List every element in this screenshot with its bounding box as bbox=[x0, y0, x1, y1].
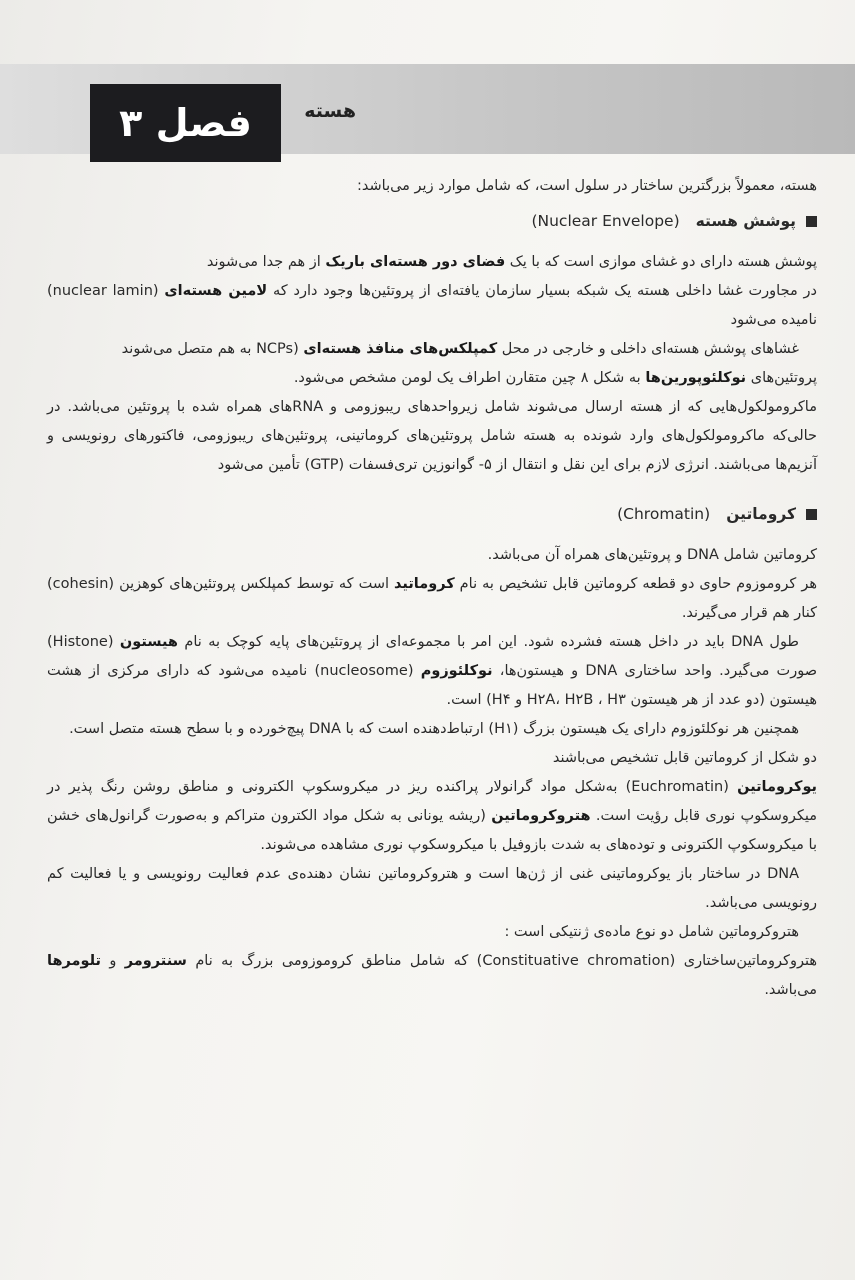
bold-term: تلومرها bbox=[47, 953, 101, 969]
bold-term: سنترومر bbox=[124, 953, 187, 969]
bullet-square-icon bbox=[806, 216, 817, 227]
heading-en: (Chromatin) bbox=[617, 505, 711, 523]
bold-term: هتروکروماتین bbox=[491, 808, 591, 824]
chromatin-paragraph-4: همچنین هر نوکلئوزوم دارای یک هیستون بزرگ (H۱) ارتباط‌دهنده است که با DNA پیچ‌خورده و با سطح هسته متصل است. bbox=[69, 721, 799, 737]
heading-text: کروماتین bbox=[726, 505, 796, 523]
envelope-paragraph-1: پوشش هسته دارای دو غشای موازی است که با یک فضای دور هسته‌ای باریک از هم جدا می‌شوند bbox=[206, 254, 817, 270]
bold-term: نوکلئوپورین‌ها bbox=[645, 370, 747, 386]
chromatin-paragraph-7: DNA در ساختار باز یوکروماتینی غنی از ژن‌ها است و هتروکروماتین نشان دهنده‌ی عدم فعالیت رونویسی و یا فعالیت کم رونویسی می‌باشد. bbox=[47, 866, 817, 911]
chromatin-paragraph-3: طول DNA باید در داخل هسته فشرده شود. این امر با مجموعه‌ای از پروتئین‌های پایه کوچک به نام هیستون (Histone) صورت می‌گیرد. واحد ساختاری DNA و هیستون‌ها، نوکلئوزوم (nucleosome) نامیده می‌شود که دارای مرکزی از هشت هیستون (دو عدد از هر هیستون H۲A، H۲B ، H۳ و H۴) است. bbox=[47, 634, 818, 708]
bold-term: هیستون bbox=[119, 634, 178, 650]
chromatin-paragraph-6: یوکروماتین (Euchromatin) به‌شکل مواد گرانولار پراکنده ریز در میکروسکوپ الکترونی و مناطق روشن رنگ پذیر در میکروسکوپ نوری قابل رؤیت است. هتروکروماتین (ریشه یونانی به شکل مواد الکترون متراکم و به‌صورت گرانول‌های خشن با میکروسکوپ الکترونی و توده‌های به شدت بازوفیل با میکروسکوپ نوری مشاهده می‌شوند. bbox=[47, 779, 818, 853]
bold-term: کمپلکس‌های منافذ هسته‌ای bbox=[303, 341, 498, 357]
chromatin-paragraph-2: هر کروموزوم حاوی دو قطعه کروماتین قابل تشخیص به نام کروماتید است که توسط کمپلکس پروتئین‌های کوهزین (cohesin) کنار هم قرار می‌گیرند. bbox=[47, 576, 817, 621]
bold-term: نوکلئوزوم bbox=[420, 663, 493, 679]
chromatin-paragraph-9: هتروکروماتین‌ساختاری (Constituative chromation) که شامل مناطق کروموزومی بزرگ به نام سنترومر و تلومرها می‌باشد. bbox=[47, 953, 817, 998]
bold-term: فضای دور هسته‌ای باریک bbox=[325, 254, 506, 270]
envelope-paragraph-2: در مجاورت غشا داخلی هسته یک شبکه بسیار سازمان یافته‌ای از پروتئین‌ها وجود دارد که لامین هسته‌ای (nuclear lamin) نامیده می‌شود bbox=[47, 283, 817, 328]
heading-en: (Nuclear Envelope) bbox=[531, 212, 680, 230]
heading-nuclear-envelope bbox=[47, 207, 817, 236]
chromatin-paragraph-5: دو شکل از کروماتین قابل تشخیص می‌باشند bbox=[552, 750, 817, 766]
envelope-paragraph-5: ماکرومولکول‌هایی که از هسته ارسال می‌شوند شامل زیرواحدهای ریبوزومی و RNAهای همراه شده با پروتئین می‌باشد. در حالی‌که ماکرومولکول‌های وارد شونده به هسته شامل پروتئین‌های کروماتینی، پروتئین‌های ریبوزومی، فاکتورهای رونویسی و آنزیم‌ها می‌باشند. انرژی لازم برای این نقل و انتقال از ۵- گوانوزین تری‌فسفات (GTP) تأمین می‌شود bbox=[47, 399, 817, 473]
section-title: هسته bbox=[304, 100, 356, 122]
heading-text: پوشش هسته bbox=[695, 212, 796, 230]
heading-chromatin bbox=[47, 500, 817, 529]
bullet-square-icon bbox=[806, 509, 817, 520]
chapter-label: فصل ۳ bbox=[119, 101, 252, 145]
page-content bbox=[47, 172, 817, 1005]
intro-paragraph: هسته، معمولاً بزرگترین ساختار در سلول است، که شامل موارد زیر می‌باشد: bbox=[357, 178, 817, 194]
chromatin-paragraph-1: کروماتین شامل DNA و پروتئین‌های همراه آن می‌باشد. bbox=[487, 547, 817, 563]
bold-term: کروماتید bbox=[394, 576, 455, 592]
envelope-paragraph-3: غشاهای پوشش هسته‌ای داخلی و خارجی در محل کمپلکس‌های منافذ هسته‌ای (NCPs به هم متصل می‌شوند bbox=[121, 341, 799, 357]
envelope-paragraph-4: پروتئین‌های نوکلئوپورین‌ها به شکل ۸ چین متقارن اطراف یک لومن مشخص می‌شود. bbox=[293, 370, 817, 386]
bold-term: یوکروماتین bbox=[737, 779, 817, 795]
chromatin-paragraph-8: هتروکروماتین شامل دو نوع ماده‌ی ژنتیکی است : bbox=[504, 924, 799, 940]
chapter-label-box bbox=[90, 84, 281, 162]
bold-term: لامین هسته‌ای bbox=[164, 283, 268, 299]
